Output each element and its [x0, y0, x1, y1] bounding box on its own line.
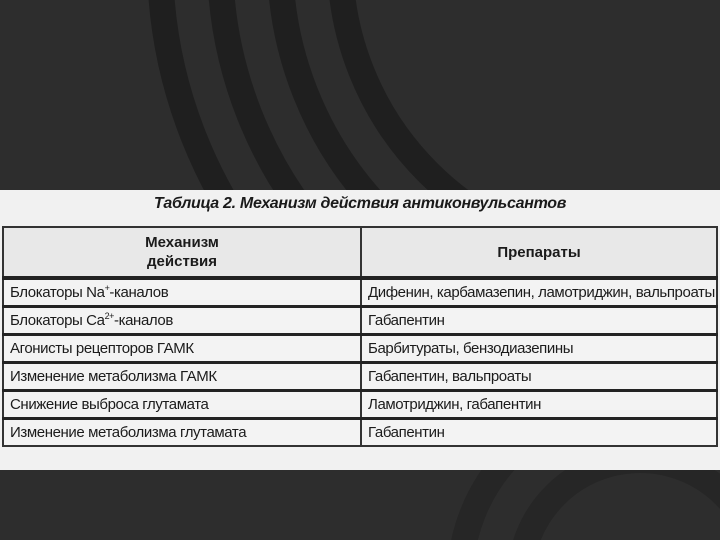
cell-drugs: Барбитураты, бензодиазепины	[361, 335, 717, 363]
cell-mechanism: Снижение выброса глутамата	[3, 391, 361, 419]
cell-mechanism: Изменение метаболизма глутамата	[3, 419, 361, 447]
cell-drugs: Дифенин, карбамазепин, ламотриджин, вальпроаты	[361, 278, 717, 307]
header-mechanism-line2: действия	[147, 253, 217, 270]
header-mechanism-line1: Механизм	[145, 234, 219, 251]
table-row	[3, 419, 717, 447]
header-mechanism	[3, 227, 361, 278]
mechanism-table	[2, 226, 718, 447]
table-row	[3, 307, 717, 335]
cell-mechanism: Блокаторы Na+-каналов	[3, 278, 361, 307]
cell-mechanism: Изменение метаболизма ГАМК	[3, 363, 361, 391]
table-caption: Таблица 2. Механизм действия антиконвульсантов	[153, 195, 567, 212]
cell-drugs: Габапентин, вальпроаты	[361, 363, 717, 391]
cell-drugs: Ламотриджин, габапентин	[361, 391, 717, 419]
cell-drugs: Габапентин	[361, 419, 717, 447]
table-header-row	[3, 227, 717, 278]
table-row	[3, 391, 717, 419]
table-row	[3, 278, 717, 307]
table-row	[3, 363, 717, 391]
table-row	[3, 335, 717, 363]
cell-drugs: Габапентин	[361, 307, 717, 335]
cell-mechanism: Агонисты рецепторов ГАМК	[3, 335, 361, 363]
cell-mechanism: Блокаторы $Ca^{2+}$-каналов	[3, 307, 361, 335]
header-drugs: Препараты	[361, 227, 717, 278]
table-figure	[0, 190, 720, 470]
